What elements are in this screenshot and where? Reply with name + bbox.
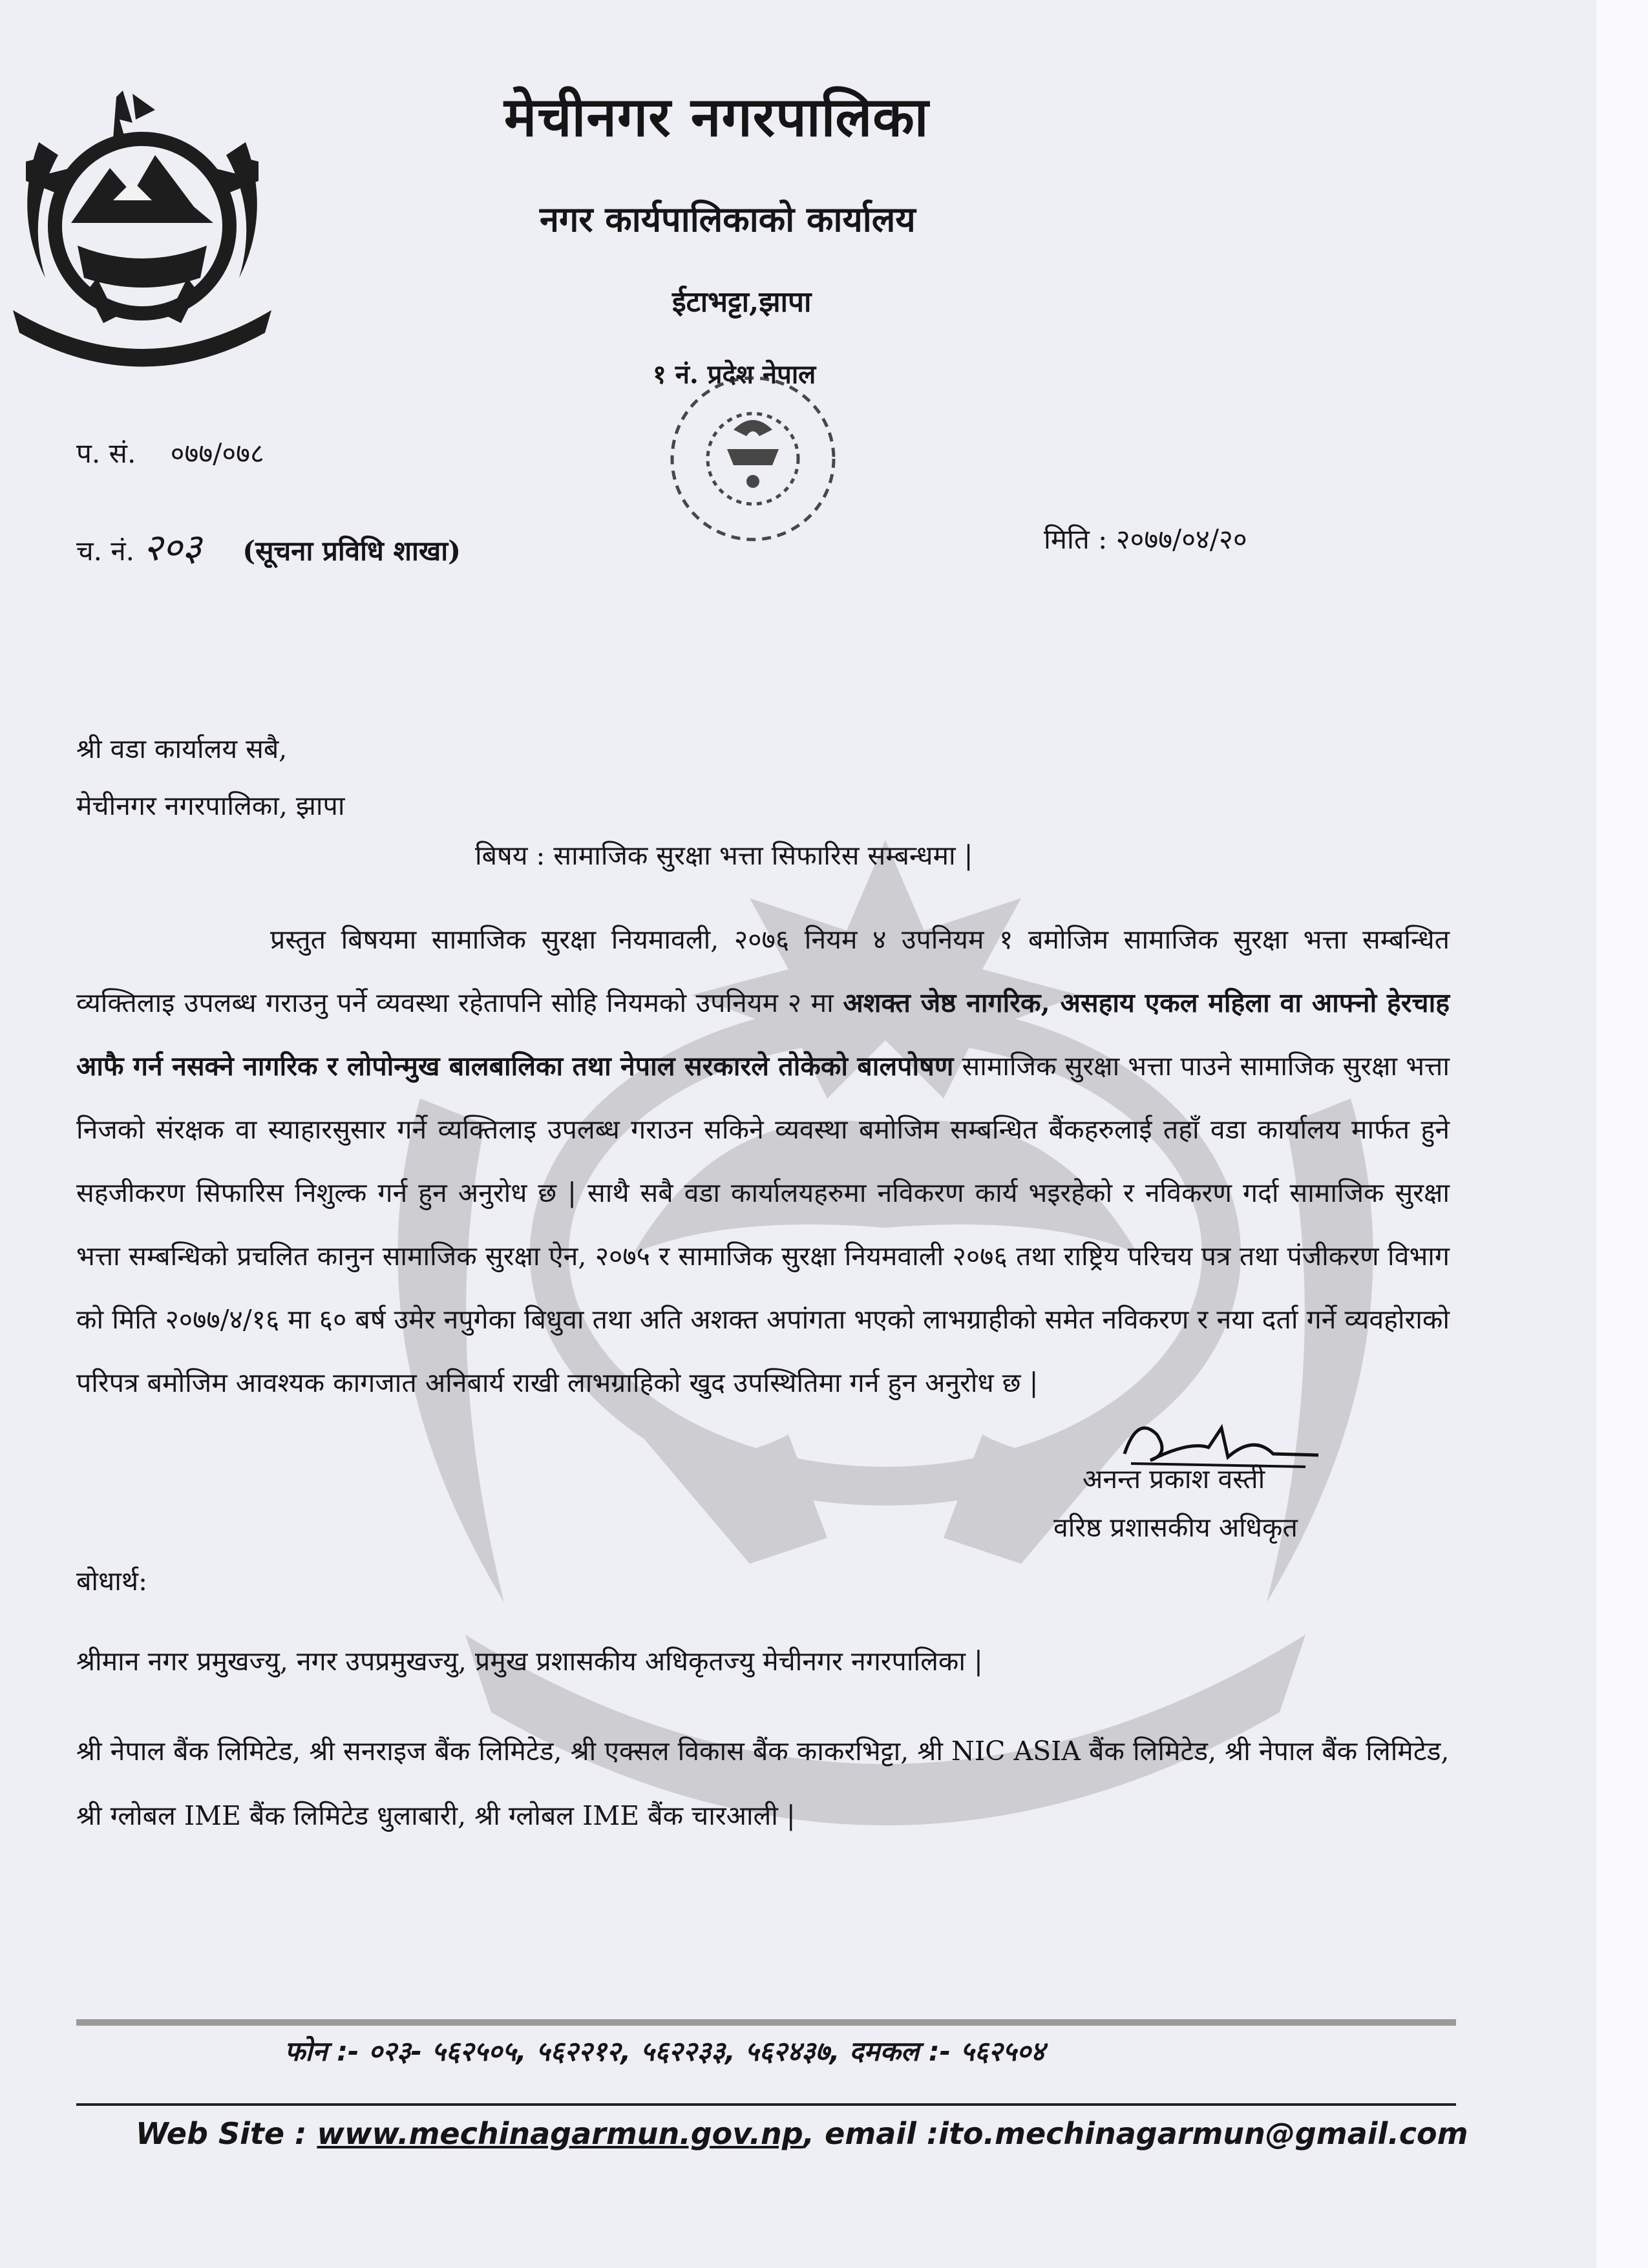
province-line: १ नं. प्रदेश नेपाल [653, 359, 816, 390]
dispatch-line [76, 520, 461, 571]
footer-contact [136, 2116, 1468, 2151]
nepal-emblem-icon [0, 84, 284, 368]
footer-rule-bottom [76, 2103, 1456, 2106]
letter-no-label: प. सं. [76, 437, 136, 469]
branch-name: (सूचना प्रविधि शाखा) [242, 535, 461, 567]
recipient-line-1: श्री वडा कार्यालय सबै, [76, 733, 288, 764]
body-paragraph [76, 908, 1450, 1414]
subject-line: बिषय : सामाजिक सुरक्षा भत्ता सिफारिस सम्बन्धमा | [475, 840, 973, 871]
dispatch-no-label: च. नं. [76, 535, 135, 567]
footer-phone: फोन :- ०२३- ५६२५०५, ५६२२१२, ५६२२३३, ५६२४३७, दमकल :- ५६२५०४ [284, 2035, 1045, 2067]
body-bold-part: अशक्त जेष्ठ नागरिक, असहाय एकल महिला वा आफ्नो हेरचाह आफै गर्न नसक्ने नागरिक र लोपोन्मुख बालबालिका तथा नेपाल सरकारले तोकेको बालपोषण [76, 987, 1450, 1082]
body-part-2: सामाजिक सुरक्षा भत्ता पाउने सामाजिक सुरक्षा भत्ता निजको संरक्षक वा स्याहारसुसार गर्ने व्यक्तिलाइ उपलब्ध गराउन सकिने व्यवस्था बमोजिम सम्बन्धित बैंकहरुलाई तहाँ वडा कार्यालय मार्फत हुने सहजीकरण सिफारिस निशुल्क गर्न हुन अनुरोध छ | साथै सबै वडा कार्यालयहरुमा नविकरण कार्य भइरहेको र नविकरण गर्दा सामाजिक सुरक्षा भत्ता सम्बन्धिको प्रचलित कानुन सामाजिक सुरक्षा ऐन, २०७५ र सामाजिक सुरक्षा नियमवाली २०७६ तथा राष्ट्रिय परिचय पत्र तथा पंजीकरण विभाग को मिति २०७७/४/१६ मा ६० बर्ष उमेर नपुगेका बिधुवा तथा अति अशक्त अपांगता भएको लाभग्राहीको समेत नविकरण र नया दर्ता गर्ने व्यवहोराको परिपत्र बमोजिम आवश्यक कागजात अनिबार्य राखी लाभग्राहिको खुद उपस्थितिमा गर्न हुन अनुरोध छ | [76, 1051, 1450, 1398]
website-label: Web Site : [136, 2116, 317, 2151]
scan-edge [1596, 0, 1648, 2268]
date-value: २०७७/०४/२० [1115, 523, 1247, 555]
email-link[interactable]: ito.mechinagarmun@gmail.com [938, 2116, 1468, 2151]
website-link[interactable]: www.mechinagarmun.gov.np [317, 2116, 803, 2151]
date-label: मिति : [1044, 523, 1108, 555]
cc-line-1: श्रीमान नगर प्रमुखज्यु, नगर उपप्रमुखज्यु, प्रमुख प्रशासकीय अधिकृतज्यु मेचीनगर नगरपालिका | [76, 1646, 983, 1677]
dispatch-no-value: २०३ [143, 525, 202, 569]
cc-line-2: श्री नेपाल बैंक लिमिटेड, श्री सनराइज बैंक लिमिटेड, श्री एक्सल विकास बैंक काकरभिट्टा, श्री NIC ASIA बैंक लिमिटेड, श्री नेपाल बैंक लिमिटेड, श्री ग्लोबल IME बैंक लिमिटेड धुलाबारी, श्री ग्लोबल IME बैंक चारआली | [76, 1736, 1450, 1831]
municipality-title: मेचीनगर नगरपालिका [504, 85, 929, 149]
office-title: नगर कार्यपालिकाको कार्यालय [540, 198, 916, 240]
date-line [1044, 520, 1247, 557]
email-label: , email : [803, 2116, 939, 2151]
letter-no [76, 434, 264, 471]
office-location: ईटाभट्टा,झापा [672, 286, 812, 319]
signatory-name: अनन्त प्रकाश वस्ती [1083, 1464, 1265, 1495]
cc-label: बोधार्थ: [76, 1566, 147, 1597]
footer-rule-top [76, 2019, 1456, 2026]
office-seal-stamp-icon [630, 352, 876, 559]
signatory-title: वरिष्ठ प्रशासकीय अधिकृत [1053, 1512, 1298, 1543]
recipient-block [76, 720, 344, 834]
recipient-line-2: मेचीनगर नगरपालिका, झापा [76, 790, 345, 821]
body-part-1: प्रस्तुत बिषयमा सामाजिक सुरक्षा नियमावली, २०७६ नियम ४ उपनियम १ बमोजिम सामाजिक सुरक्षा भत्ता सम्बन्धित व्यक्तिलाइ उपलब्ध गराउनु पर्ने व्यवस्था रहेतापनि सोहि नियमको उपनियम २ मा [76, 924, 1450, 1018]
letter-no-value: ०७७/०७८ [170, 437, 264, 469]
